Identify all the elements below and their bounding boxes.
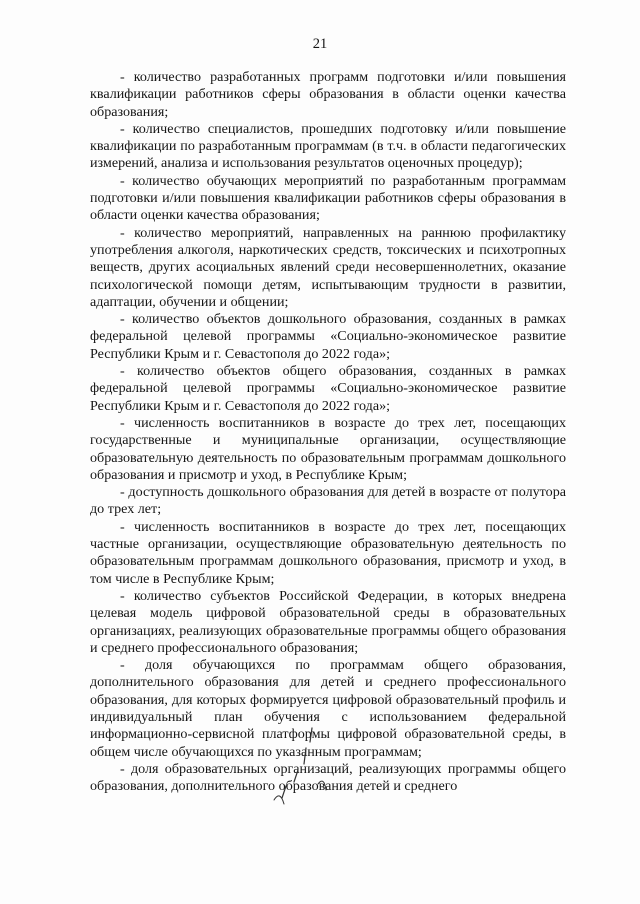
- list-item: - количество субъектов Российской Федерации, в которых внедрена целевая модель цифровой образовательной среды в образовательных организациях, реализующих образовательные программы общего образования и среднего профессионального образования;: [90, 587, 566, 656]
- list-item: - количество объектов дошкольного образования, созданных в рамках федеральной целевой программы «Социально-экономическое развитие Республики Крым и г. Севастополя до 2022 года»;: [90, 311, 566, 362]
- list-item: - количество разработанных программ подготовки и/или повышения квалификации работников сферы образования в области оценки качества образования;: [90, 69, 566, 120]
- list-item: - количество объектов общего образования, созданных в рамках федеральной целевой программы «Социально-экономическое развитие Республики Крым и г. Севастополя до 2022 года»;: [90, 363, 566, 414]
- document-body: [90, 69, 566, 795]
- list-item: - количество мероприятий, направленных на раннюю профилактику употребления алкоголя, наркотических средств, токсических и психотропных веществ, других асоциальных явлений среди несовершеннолетних, оказание психологической помощи детям, испытывающим трудности в развитии, адаптации, обучении и общении;: [90, 224, 566, 310]
- list-item: - численность воспитанников в возрасте до трех лет, посещающих государственные и муниципальные организации, осуществляющие образовательную деятельность по образовательным программам дошкольного образования и присмотр и уход, в Республике Крым;: [90, 414, 566, 483]
- list-item: - количество специалистов, прошедших подготовку и/или повышение квалификации по разработанным программам (в т.ч. в области педагогических измерений, анализа и использования результатов оценочных процедур);: [90, 120, 566, 172]
- list-item: - численность воспитанников в возрасте до трех лет, посещающих частные организации, осуществляющие образовательную деятельность по образовательным программам дошкольного образования, присмотр и уход, в том числе в Республике Крым;: [90, 518, 566, 587]
- list-item: - количество обучающих мероприятий по разработанным программам подготовки и/или повышения квалификации работников сферы образования в области оценки качества образования;: [90, 172, 566, 224]
- list-item: - доступность дошкольного образования для детей в возрасте от полутора до трех лет;: [90, 484, 566, 518]
- page-number: 21: [312, 36, 328, 52]
- list-item-partial: - доля образовательных организаций, реализующих программы общего образования, дополнительного образования детей и среднего: [90, 760, 566, 795]
- list-item: - доля обучающихся по программам общего образования, дополнительного образования для детей и среднего профессионального образования, для которых формируется цифровой образовательный профиль и индивидуальный план обучения с использованием федеральной информационно-сервисной платформы цифровой образовательной среды, в общем числе обучающихся по указанным программам;: [90, 657, 566, 760]
